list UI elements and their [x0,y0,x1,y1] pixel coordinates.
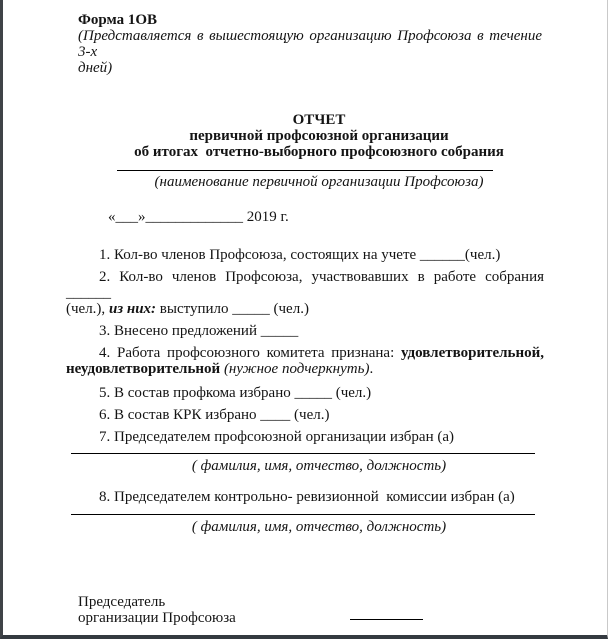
commission-chairman-name-blank-line [71,514,535,515]
report-item-3: 3. Внесено предложений _____ [99,323,299,339]
document-content [3,0,607,634]
form-note-line-2: дней) [78,60,113,76]
signature-title-line-1: Председатель [78,594,166,610]
report-item-2-line-1: 2. Кол-во членов Профсоюза, участвовавших в работе собрания ______ [66,269,544,301]
report-item-5: 5. В состав профкома избрано _____ (чел.) [99,385,372,401]
item-2-text-pre: (чел.), [66,301,109,317]
report-subtitle-2: об итогах отчетно-выборного профсоюзного собрания [134,144,504,160]
date-blank-line: «___»_____________ 2019 г. [108,209,289,225]
item-4-underline-note: (нужное подчеркнуть) [220,361,370,377]
report-item-4-line-2 [66,361,544,377]
signature-block [78,594,544,634]
signature-blank-line [350,619,423,620]
item-2-text-post: выступило _____ (чел.) [156,301,309,317]
report-item-7: 7. Председателем профсоюзной организации избран (а) [99,429,455,445]
chairman-name-blank-line [71,453,535,454]
item-4-period: . [369,361,374,377]
item-4-bold-option-2: неудовлетворительной [66,361,221,377]
report-item-1: 1. Кол-во членов Профсоюза, состоящих на учете ______(чел.) [99,247,501,263]
report-item-6: 6. В состав КРК избрано ____ (чел.) [99,407,330,423]
report-item-4-line-1 [66,345,544,361]
report-item-8: 8. Председателем контрольно- ревизионной комиссии избран (а) [99,489,515,505]
item-4-bold-option-1: удовлетворительной, [400,345,544,361]
chairman-name-caption: ( фамилия, имя, отчество, должность) [191,458,447,474]
item-2-emphasis: из них: [108,301,157,317]
form-number-label: Форма 1ОВ [78,12,158,28]
form-note-line-1: (Представляется в вышестоящую организацию Профсоюза в течение 3-х [78,28,542,60]
item-4-text-pre: 4. Работа профсоюзного комитета признана: [99,345,401,361]
org-name-caption: (наименование первичной организации Профсоюза) [154,174,484,190]
report-item-2-line-2 [66,301,544,317]
report-subtitle-1: первичной профсоюзной организации [189,128,449,144]
report-title-block [80,112,558,160]
signature-title-line-2: организации Профсоюза [78,610,236,626]
org-name-blank-line [117,170,493,171]
commission-chairman-name-caption: ( фамилия, имя, отчество, должность) [191,519,447,535]
report-title: ОТЧЕТ [292,112,346,128]
